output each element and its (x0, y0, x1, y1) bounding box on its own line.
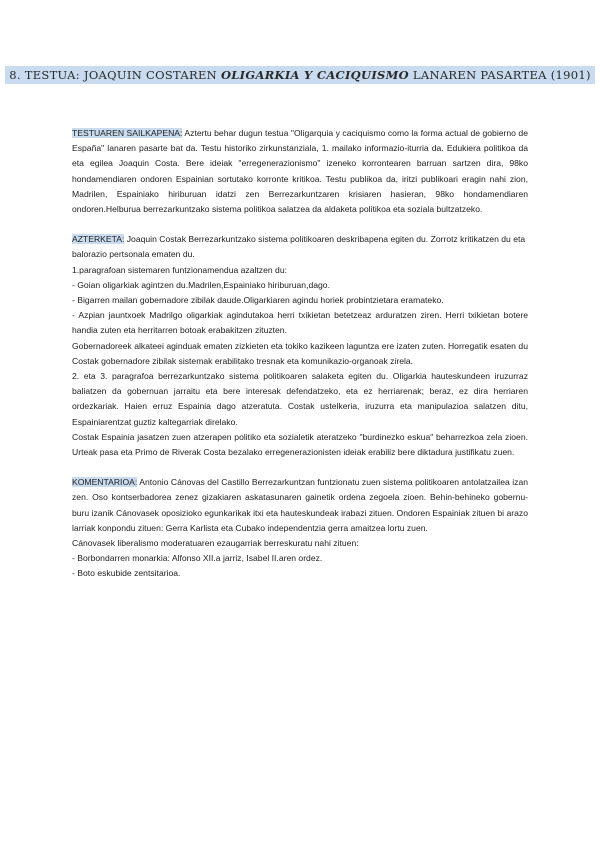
azterketa-p5: Gobernadoreek alkateei aginduak ematen zizkieten eta tokiko kazikeen laguntza ere izaten zuten. Horregatik esaten du Costak gobernadore zibilak sistemak erabilitako tresnak eta komunikazio-organoak zirela. (72, 340, 528, 366)
sailkapena-paragraph (72, 126, 528, 217)
sailkapena-text: Aztertu behar dugun testua "Oligarquia y caciquismo como la forma actual de gobierno de España" lanaren pasarte bat da. Testu historiko zirkunstanziala, 1. mailako informazio-iturria da. Edukiera politikoa da eta egilea Joaquin Costa. Bere ideiak "erregenerazionismo" izeneko korrontearen barruan sartzen dira, 98ko hondamendiaren ondoren Espainian sortutako korronte kritikoa. Testu publikoa da, iritzi publikoari eragin nahi zion, Madrilen, Espainiako hiriburuan idatzi zen Berrezarkuntzaren krisiaren hasieran, 98ko hondamendiaren ondoren.Helburua berrezarkuntzako sistema politikoa salatzea da aldaketa politikoa eta soziala bultzatzeko. (72, 128, 528, 215)
azterketa-p4: - Azpian jauntxoek Madrilgo oligarkiak agindutakoa herri txikietan betetzeaz arduratzen ziren. Herri txikietan botere handia zuten eta herritarren botoak erabakitzen zituzten. (72, 310, 528, 336)
page-title (5, 66, 595, 84)
azterketa-p2: - Goian oligarkiak agintzen du.Madrilen,Espainiako hiriburuan,dago. (72, 279, 330, 290)
komentarioa-p3: - Borbondarren monarkia: Alfonso XII.a jarriz, Isabel II.aren ordez. (72, 553, 323, 564)
azterketa-intro-paragraph (72, 232, 528, 262)
title-part-2: OLIGARKIA Y CACIQUISMO (220, 68, 409, 82)
title-part-1: 8. TESTUA: JOAQUIN COSTAREN (9, 68, 221, 82)
azterketa-p6: 2. eta 3. paragrafoa berrezarkuntzako sistema politikoaren salaketa egiten du. Oligarkia hauteskundeen iruzurraz baliatzen da gobernuan jarraitu eta bere interesak defendatzeko, eta ez herriarenak; beraz, ez dira herriaren ordezkariak. Haien erruz Espainia dago atzeratuta. Costak ustelkeria, iruzurra eta manipulazioa salatzen ditu, Espainiarentzat guztiz kaltegarriak direlako. (72, 371, 528, 427)
komentarioa-heading: KOMENTARIOA: (72, 477, 138, 488)
section-azterketa (72, 232, 528, 460)
komentarioa-p2: Cánovasek liberalismo moderatuaren ezaugarriak berreskuratu nahi zituen: (72, 538, 359, 549)
azterketa-p1: 1.paragrafoan sistemaren funtzionamendua azaltzen du: (72, 264, 287, 275)
komentarioa-p4: - Boto eskubide zentsitarioa. (72, 568, 181, 579)
section-komentarioa (72, 475, 528, 581)
title-wrap (0, 66, 600, 84)
section-sailkapena (72, 126, 528, 217)
title-part-3: LANAREN PASARTEA (1901) (408, 68, 591, 82)
sailkapena-heading: TESTUAREN SAILKAPENA: (72, 128, 183, 138)
azterketa-p7: Costak Espainia jasatzen zuen atzerapen politiko eta sozialetik ateratzeko "burdinezko eskua" beharrezkoa zela zioen. Urteak pasa eta Primo de Riverak Costa bezalako erregenerazionisten ideiak erabiliz bere diktadura justifikatu zuen. (72, 431, 528, 458)
azterketa-heading: AZTERKETA: (72, 234, 125, 245)
komentarioa-paragraph (72, 475, 528, 536)
document-body (72, 126, 528, 597)
azterketa-p3: - Bigarren mailan gobernadore zibilak daude.Oligarkiaren agindu horiek probintzietara eramateko. (72, 295, 444, 306)
azterketa-intro: Joaquin Costak Berrezarkuntzako sistema politikoaren deskribapena egiten du. Zorrotz kritikatzen du eta balorazio pertsonala ematen du. (72, 234, 526, 260)
komentarioa-text: Antonio Cánovas del Castillo Berrezarkuntzan funtzionatu zuen sistema politikoaren antolatzailea izan zen. Oso kontserbadorea zenez gizakiaren askatasunaren gainetik ordena zegoela zioen. Behin-behineko gobernu-buru izanik Cánovasek oposizioko egunkarikak itxi eta hauteskundeak irabazi zituen. Ondoren Espainiak zituen bi arazo larriak konpondu zituen: Gerra Karlista eta Cubako independentzia gerra amaitzea lortu zuen. (72, 477, 528, 533)
